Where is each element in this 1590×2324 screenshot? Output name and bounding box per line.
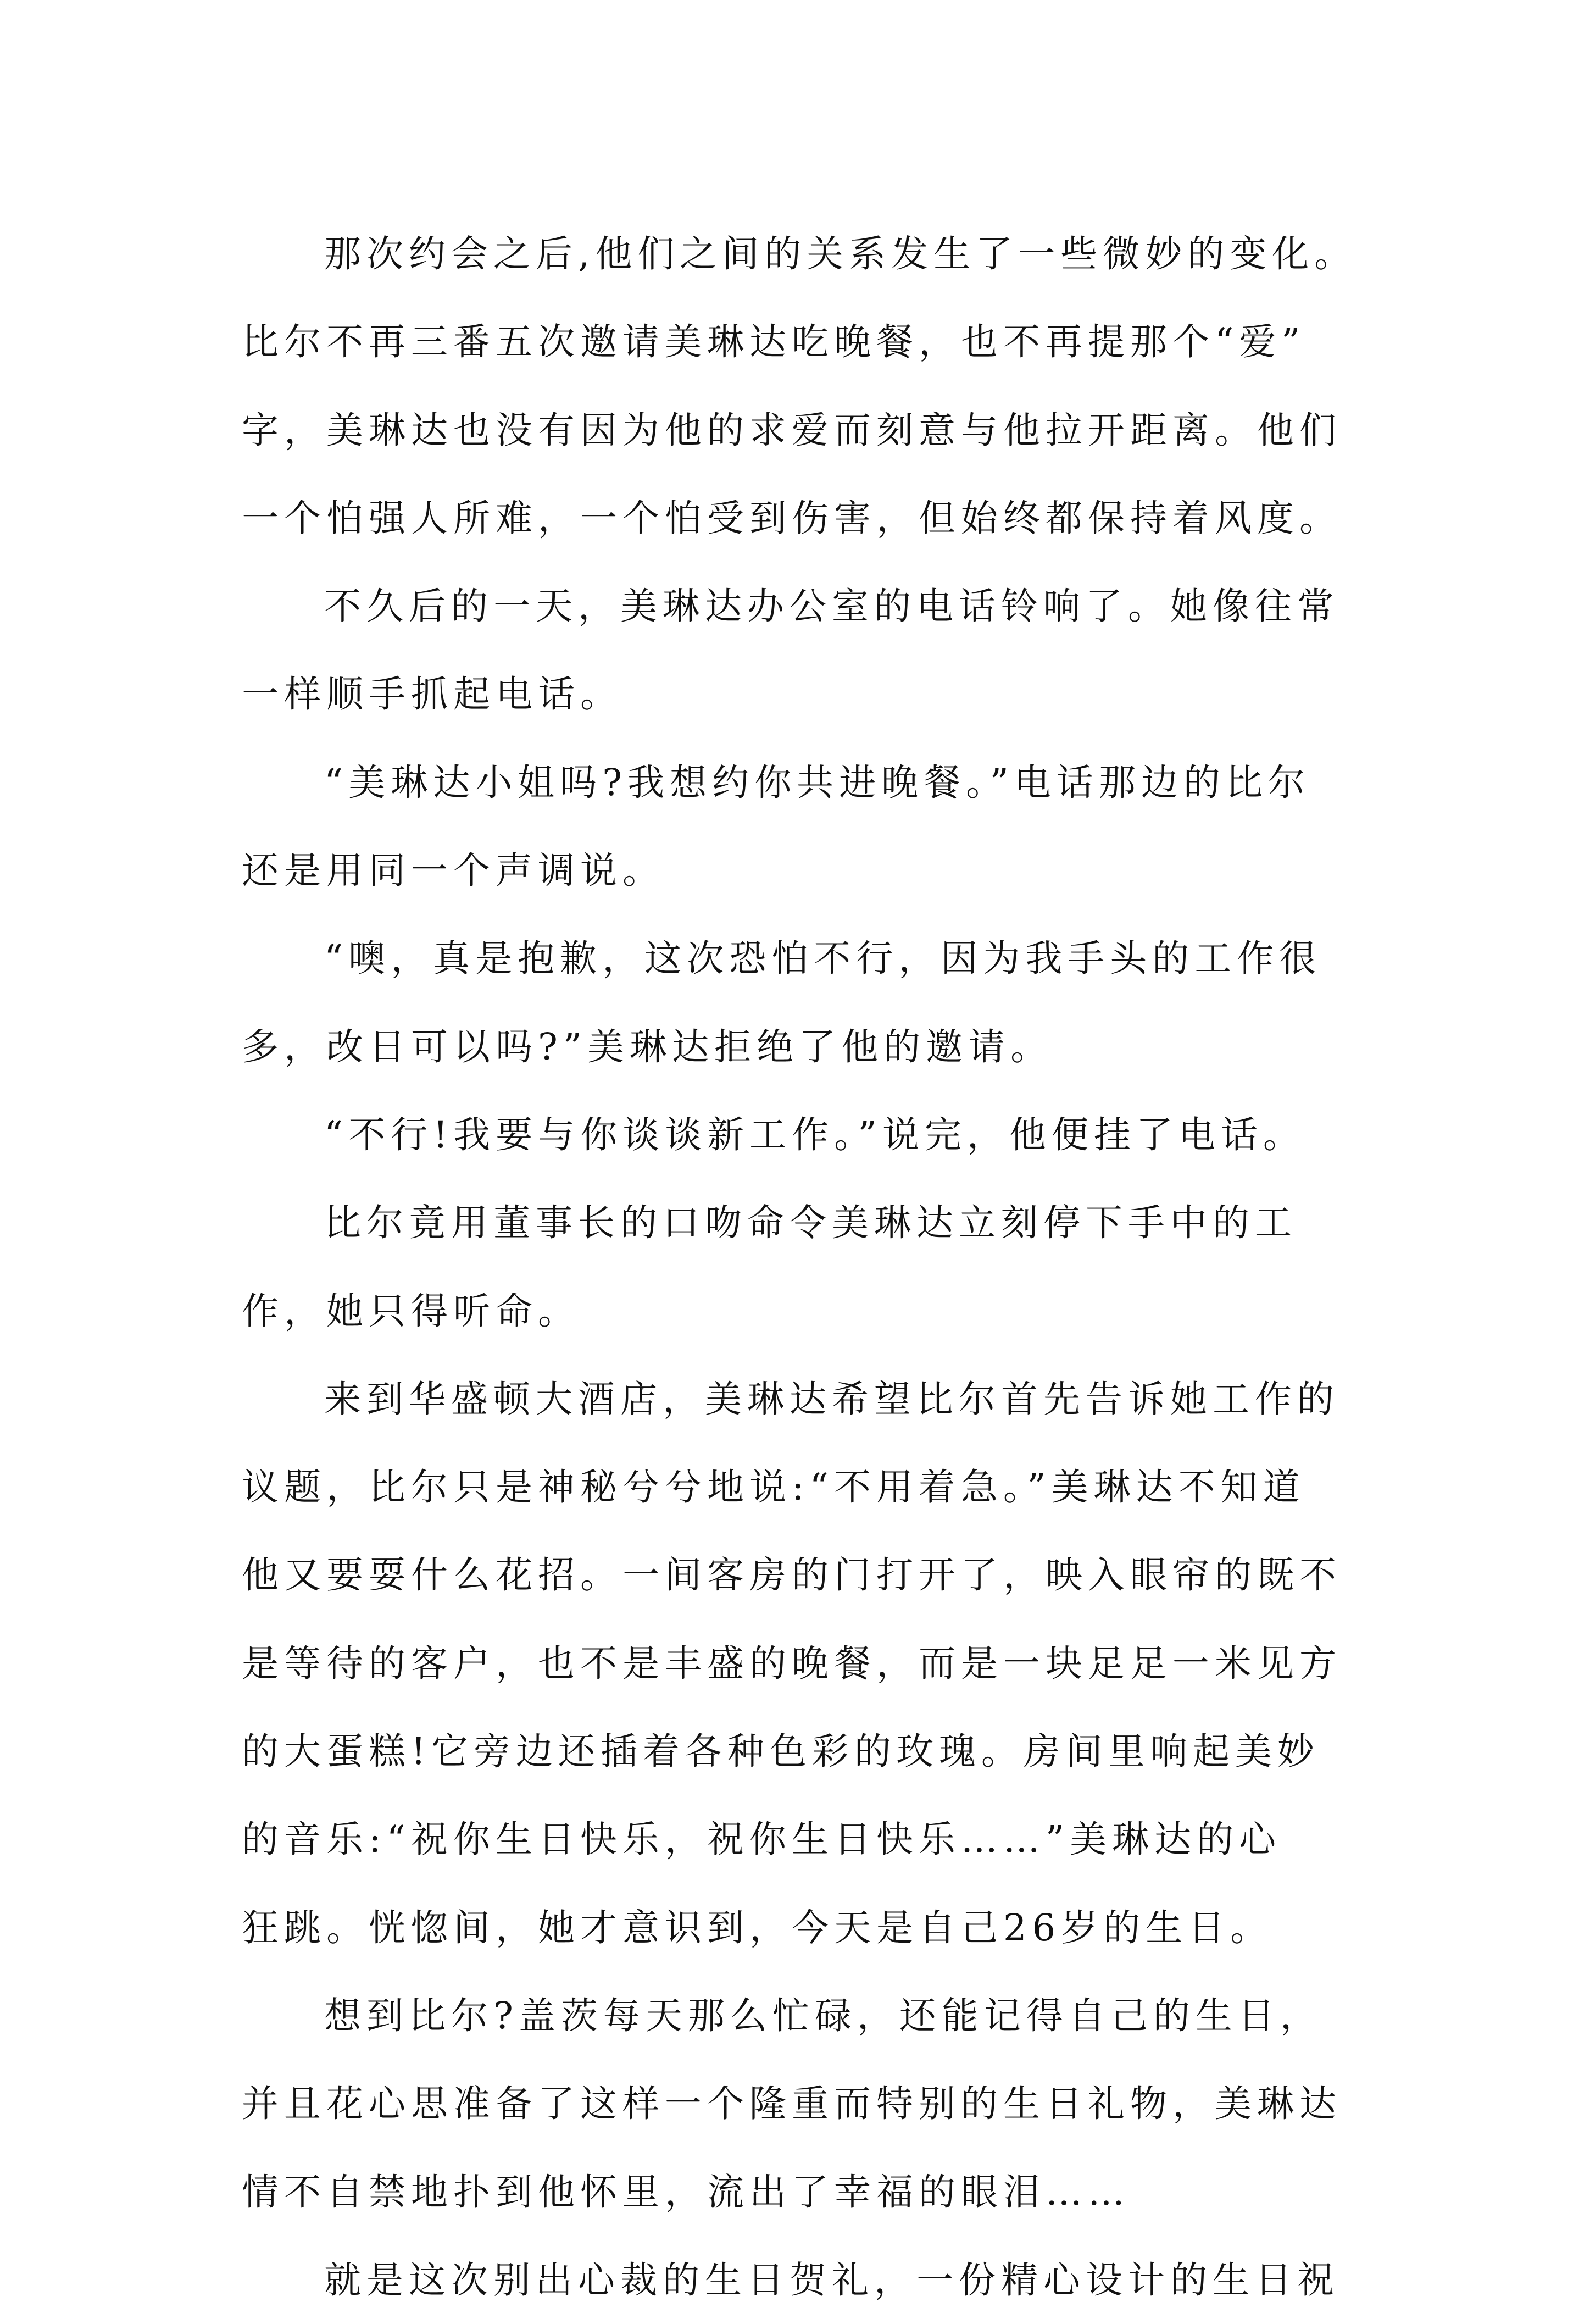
text-line: 不久后的一天，美琳达办公室的电话铃响了。她像往常 — [324, 585, 1339, 628]
text-line: 的音乐:“祝你生日快乐，祝你生日快乐……”美琳达的心 — [242, 1818, 1282, 1861]
text-line: 是等待的客户，也不是丰盛的晚餐，而是一块足足一米见方 — [242, 1641, 1342, 1685]
text-line: 狂跳。恍惚间，她才意识到，今天是自己26岁的生日。 — [242, 1906, 1273, 1949]
text-line: 多，改日可以吗?”美琳达拒绝了他的邀请。 — [242, 1025, 1053, 1068]
text-line: 他又要耍什么花招。一间客房的门打开了，映入眼帘的既不 — [242, 1554, 1342, 1597]
text-line: 一样顺手抓起电话。 — [242, 673, 622, 716]
text-line: 一个怕强人所难，一个怕受到伤害，但始终都保持着风度。 — [242, 496, 1342, 540]
text-line: 想到比尔?盖茨每天那么忙碌，还能记得自己的生日， — [324, 1994, 1322, 2037]
text-line: 字，美琳达也没有因为他的求爱而刻意与他拉开距离。他们 — [242, 408, 1342, 452]
text-line: 作，她只得听命。 — [242, 1289, 580, 1333]
text-line: 比尔竟用董事长的口吻命令美琳达立刻停下手中的工 — [324, 1201, 1297, 1245]
text-line: 来到华盛顿大酒店，美琳达希望比尔首先告诉她工作的 — [324, 1377, 1339, 1421]
text-line: 情不自禁地扑到他怀里，流出了幸福的眼泪…… — [242, 2170, 1130, 2214]
text-line: 还是用同一个声调说。 — [242, 849, 665, 892]
text-line: 并且花心思准备了这样一个隆重而特别的生日礼物，美琳达 — [242, 2082, 1342, 2126]
text-line: 的大蛋糕!它旁边还插着各种色彩的玫瑰。房间里响起美妙 — [242, 1730, 1320, 1773]
text-line: “噢，真是抱歉，这次恐怕不行，因为我手头的工作很 — [324, 937, 1322, 980]
text-line: 议题，比尔只是神秘兮兮地说:“不用着急。”美琳达不知道 — [242, 1466, 1305, 1509]
text-line: 比尔不再三番五次邀请美琳达吃晚餐，也不再提那个“爱” — [242, 320, 1306, 364]
text-line: 就是这次别出心裁的生日贺礼，一份精心设计的生日祝 — [324, 2258, 1339, 2301]
text-line: 那次约会之后,他们之间的关系发生了一些微妙的变化。 — [324, 232, 1357, 275]
body-text — [242, 210, 1374, 2324]
text-line: “不行!我要与你谈谈新工作。”说完，他便挂了电话。 — [324, 1113, 1305, 1156]
text-line: “美琳达小姐吗?我想约你共进晚餐。”电话那边的比尔 — [324, 761, 1310, 804]
